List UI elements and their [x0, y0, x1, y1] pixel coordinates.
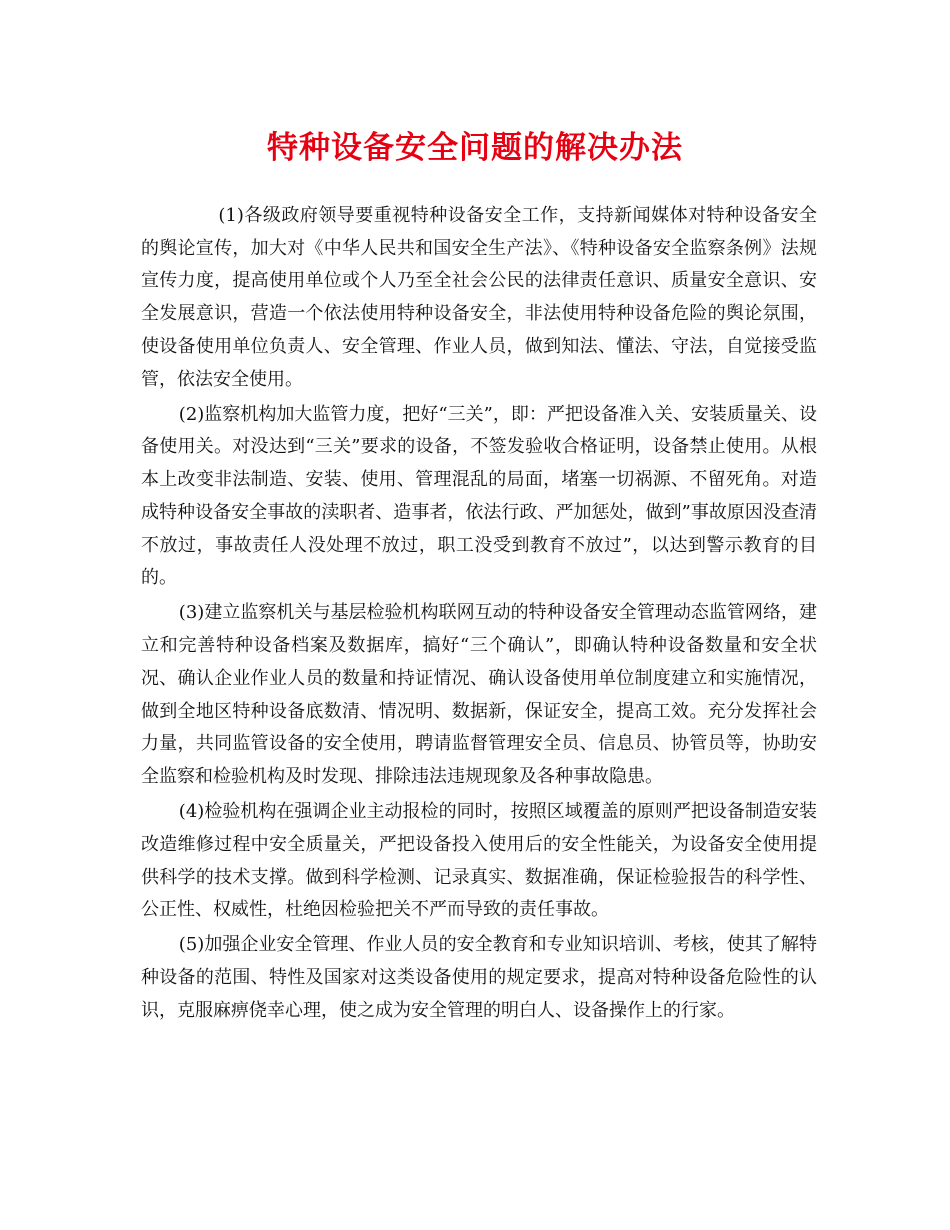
paragraph-4: (4)检验机构在强调企业主动报检的同时，按照区域覆盖的原则严把设备制造安装改造维修过程中安全质量关，严把设备投入使用后的安全性能关，为设备安全使用提供科学的技术支撑。做到科学检测、记录真实、数据准确，保证检验报告的科学性、公正性、权威性，杜绝因检验把关不严而导致的责任事故。 — [141, 801, 817, 921]
paragraph-1: (1)各级政府领导要重视特种设备安全工作，支持新闻媒体对特种设备安全的舆论宣传，加大对《中华人民共和国安全生产法》、《特种设备安全监察条例》法规宣传力度，提高使用单位或个人乃至全社会公民的法律责任意识、质量安全意识、安全发展意识，营造一个依法使用特种设备安全，非法使用特种设备危险的舆论氛围，使设备使用单位负责人、安全管理、作业人员，做到知法、懂法、守法，自觉接受监管，依法安全使用。 — [141, 205, 817, 390]
paragraph-2: (2)监察机构加大监管力度，把好“三关”，即：严把设备准入关、安装质量关、设备使用关。对没达到“三关”要求的设备，不签发验收合格证明，设备禁止使用。从根本上改变非法制造、安装、使用、管理混乱的局面，堵塞一切祸源、不留死角。对造成特种设备安全事故的渎职者、造事者，依法行政、严加惩处，做到”事故原因没查清不放过，事故责任人没处理不放过，职工没受到教育不放过”，以达到警示教育的目的。 — [141, 403, 817, 589]
page-title: 特种设备安全问题的解决办法 — [267, 130, 683, 166]
paragraph-3: (3)建立监察机关与基层检验机构联网互动的特种设备安全管理动态监管网络，建立和完善特种设备档案及数据库，搞好“三个确认”，即确认特种设备数量和安全状况、确认企业作业人员的数量和持证情况、确认设备使用单位制度建立和实施情况，做到全地区特种设备底数清、情况明、数据新，保证安全，提高工效。充分发挥社会力量，共同监管设备的安全使用，聘请监督管理安全员、信息员、协管员等，协助安全监察和检验机构及时发现、排除违法违规现象及各种事故隐患。 — [141, 602, 817, 787]
paragraph-5: (5)加强企业安全管理、作业人员的安全教育和专业知识培训、考核，使其了解特种设备的范围、特性及国家对这类设备使用的规定要求，提高对特种设备危险性的认识，克服麻痹侥幸心理，使之成为安全管理的明白人、设备操作上的行家。 — [141, 934, 817, 1021]
document-body — [141, 200, 817, 1030]
